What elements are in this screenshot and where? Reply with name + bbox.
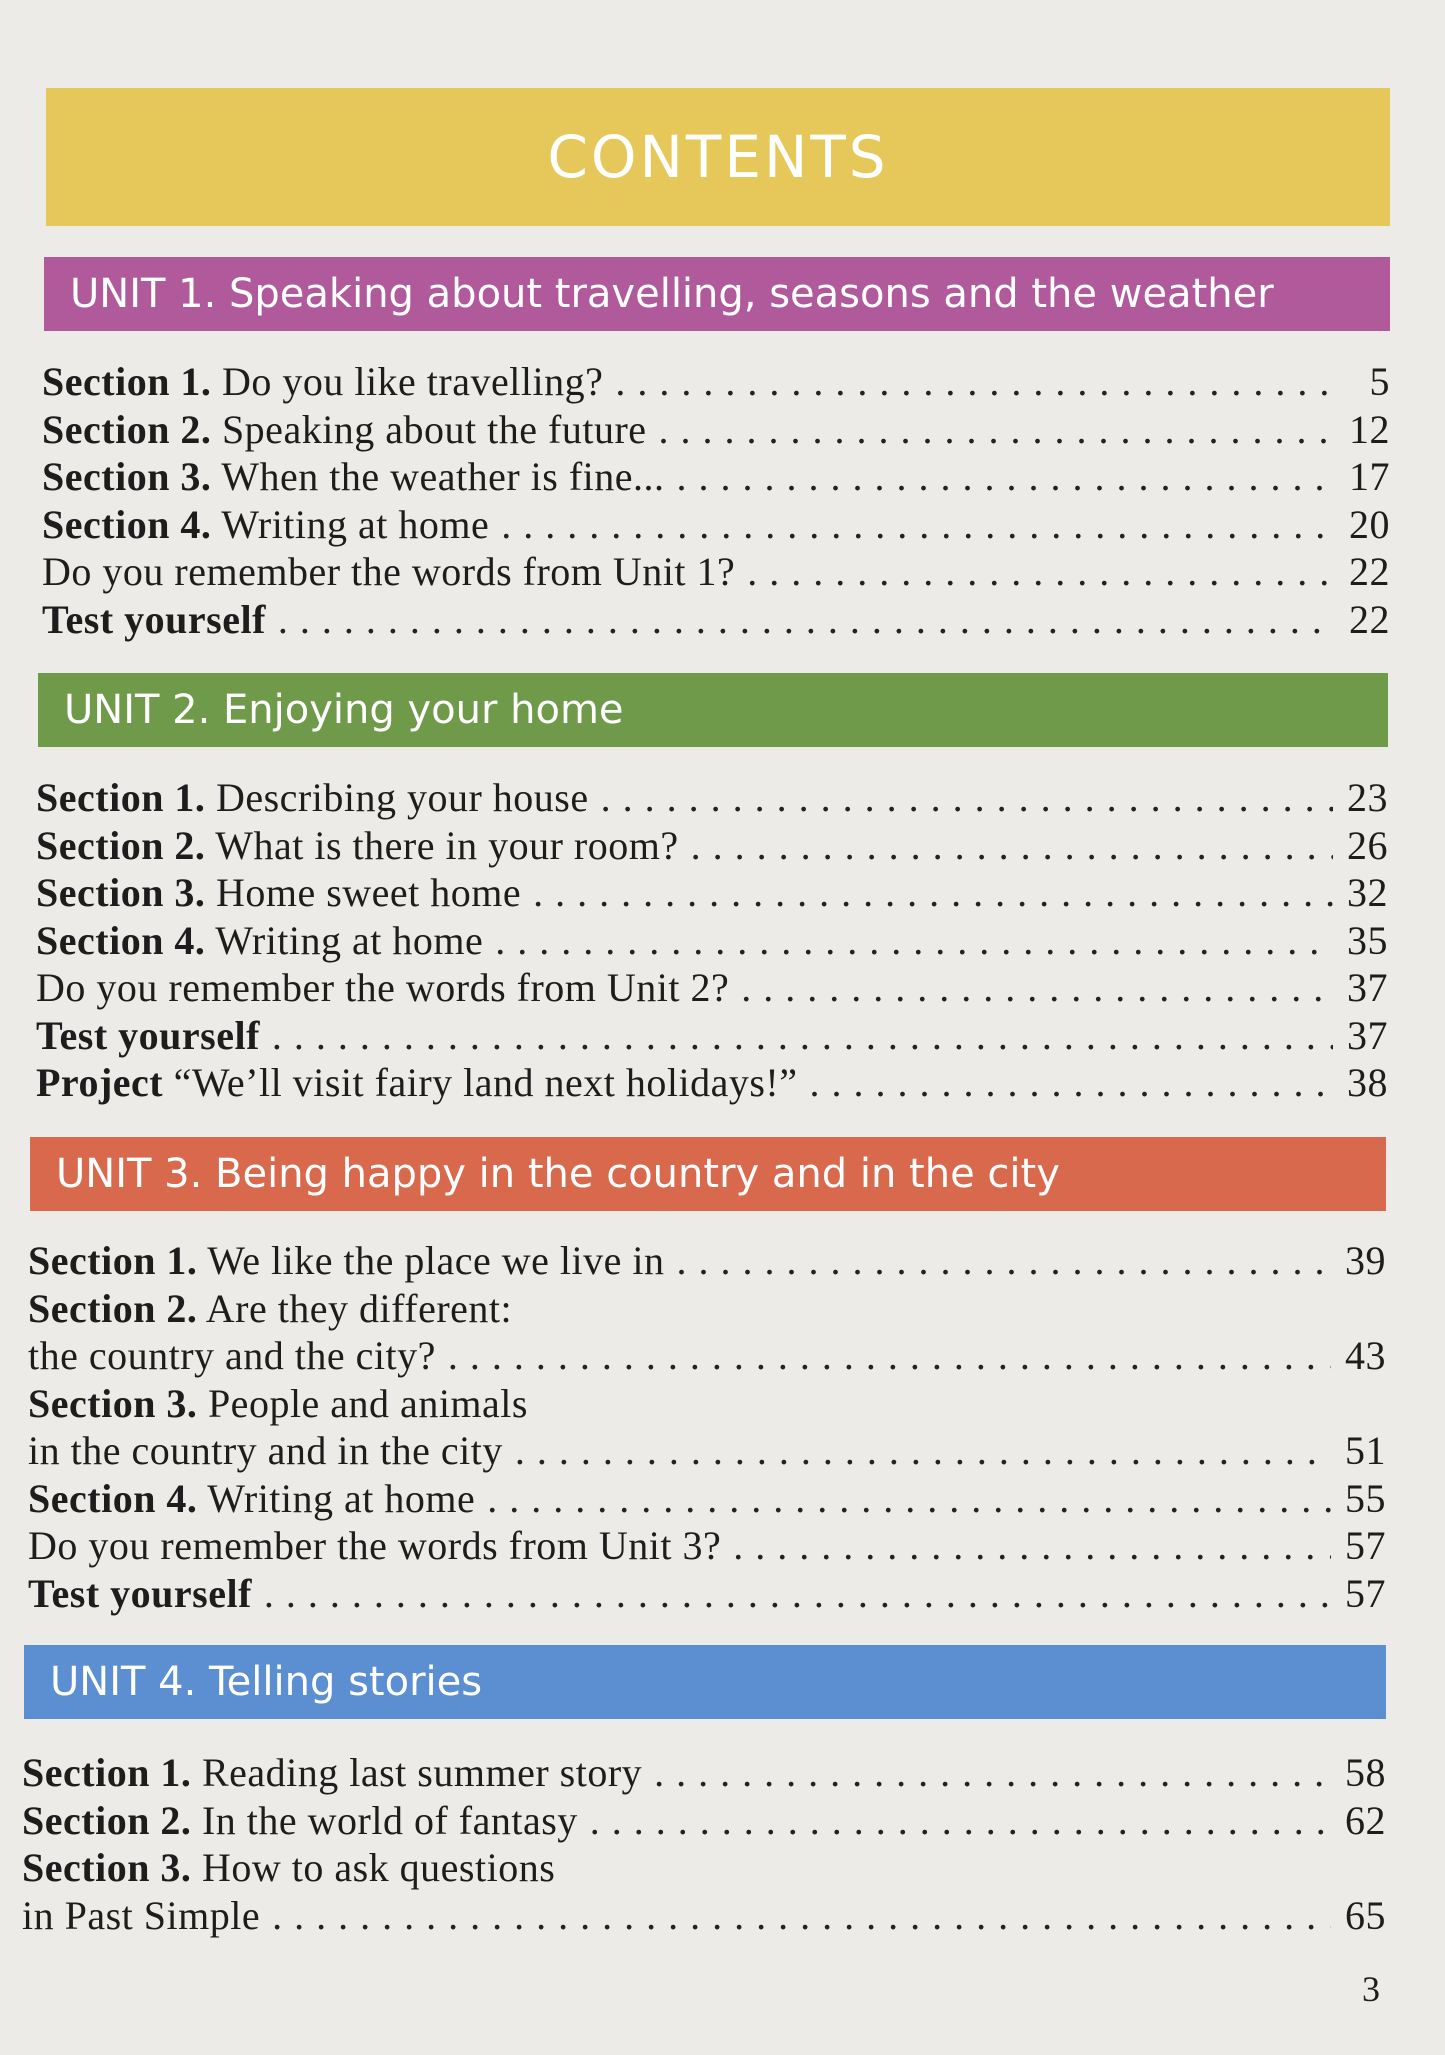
entry-label-bold: Section 3. xyxy=(28,1380,198,1426)
entry-label: We like the place we live in xyxy=(197,1238,665,1283)
unit-2-entries xyxy=(36,774,1388,1107)
leader-dots xyxy=(487,1475,1331,1523)
entry-label: Are they different: xyxy=(197,1285,513,1331)
leader-dots xyxy=(264,1570,1331,1618)
toc-entry xyxy=(28,1522,1386,1570)
leader-dots xyxy=(810,1059,1334,1107)
entry-label: “We’ll visit fairy land next holidays!” xyxy=(163,1060,798,1105)
toc-entry xyxy=(22,1749,1386,1797)
leader-dots xyxy=(272,1892,1331,1940)
toc-entry xyxy=(36,1059,1388,1107)
entry-label: Do you like travelling? xyxy=(211,359,604,404)
toc-entry xyxy=(42,596,1390,644)
entry-label-bold: Section 4. xyxy=(42,501,212,547)
entry-label: Do you remember the words from Unit 2? xyxy=(36,965,730,1010)
entry-label: Writing at home xyxy=(197,1475,476,1521)
toc-entry xyxy=(36,1012,1388,1060)
unit-1-entries xyxy=(42,358,1390,643)
leader-dots xyxy=(615,358,1336,406)
unit-2-banner xyxy=(38,673,1388,747)
entry-label: Writing at home xyxy=(205,917,484,963)
entry-label: People and animals xyxy=(197,1380,528,1426)
toc-entry xyxy=(42,548,1390,596)
entry-label-bold: Section 2. xyxy=(42,406,212,452)
entry-label-bold: Section 4. xyxy=(28,1475,198,1521)
leader-dots xyxy=(654,1749,1331,1797)
entry-label-bold: Section 2. xyxy=(28,1285,198,1331)
entry-page: 22 xyxy=(1349,549,1390,594)
entry-page: 20 xyxy=(1349,501,1390,547)
unit-1-title: UNIT 1. Speaking about travelling, seasons and the weather xyxy=(70,271,1274,317)
toc-entry xyxy=(36,964,1388,1012)
entry-label: Do you remember the words from Unit 1? xyxy=(42,549,736,594)
entry-label: In the world of fantasy xyxy=(191,1797,578,1843)
toc-entry xyxy=(42,453,1390,501)
entry-label: When the weather is fine... xyxy=(211,454,665,499)
entry-page: 38 xyxy=(1347,1060,1388,1105)
entry-page: 17 xyxy=(1349,454,1390,499)
entry-page: 58 xyxy=(1345,1750,1386,1795)
entry-page: 57 xyxy=(1345,1570,1386,1616)
entry-label-bold: Section 3. xyxy=(42,454,212,499)
entry-page: 65 xyxy=(1345,1892,1386,1938)
entry-label-bold: Section 2. xyxy=(22,1797,192,1843)
leader-dots xyxy=(515,1427,1331,1475)
toc-entry xyxy=(22,1797,1386,1845)
toc-entry xyxy=(36,822,1388,870)
unit-3-title: UNIT 3. Being happy in the country and in the city xyxy=(56,1151,1060,1197)
entry-label: Reading last summer story xyxy=(191,1750,643,1795)
toc-entry xyxy=(22,1892,1386,1940)
toc-entry xyxy=(28,1475,1386,1523)
entry-continuation: the country and the city? xyxy=(28,1333,436,1378)
leader-dots xyxy=(601,774,1333,822)
entry-label-bold: Project xyxy=(36,1060,164,1105)
entry-label: What is there in your room? xyxy=(205,822,679,868)
unit-1-banner xyxy=(44,257,1390,331)
unit-3-entries xyxy=(28,1237,1386,1617)
entry-page: 35 xyxy=(1347,917,1388,963)
entry-label-bold: Section 1. xyxy=(36,775,206,820)
entry-continuation: in Past Simple xyxy=(22,1892,261,1938)
entry-label-bold: Section 4. xyxy=(36,917,206,963)
leader-dots xyxy=(448,1332,1331,1380)
entry-label-bold: Section 2. xyxy=(36,822,206,868)
toc-entry xyxy=(28,1570,1386,1618)
unit-3-banner xyxy=(30,1137,1386,1211)
toc-entry xyxy=(36,774,1388,822)
page-number: 3 xyxy=(1362,1969,1380,2009)
entry-label: Speaking about the future xyxy=(211,406,647,452)
entry-page: 39 xyxy=(1345,1238,1386,1283)
entry-label: How to ask questions xyxy=(191,1845,556,1890)
toc-entry xyxy=(28,1237,1386,1285)
entry-page: 37 xyxy=(1347,965,1388,1010)
entry-label-bold: Section 1. xyxy=(28,1238,198,1283)
entry-page: 37 xyxy=(1347,1012,1388,1058)
toc-entry xyxy=(36,869,1388,917)
leader-dots xyxy=(590,1797,1331,1845)
entry-label: Do you remember the words from Unit 3? xyxy=(28,1523,722,1568)
toc-entry xyxy=(28,1427,1386,1475)
toc-entry-first-line xyxy=(22,1844,1386,1892)
entry-page: 57 xyxy=(1345,1523,1386,1568)
contents-title-banner xyxy=(46,88,1390,226)
entry-label-bold: Test yourself xyxy=(28,1570,252,1616)
unit-4-title: UNIT 4. Telling stories xyxy=(50,1659,483,1705)
entry-continuation: in the country and in the city xyxy=(28,1428,503,1473)
toc-entry xyxy=(36,917,1388,965)
toc-entry-first-line xyxy=(28,1285,1386,1333)
leader-dots xyxy=(495,917,1333,965)
entry-label-bold: Test yourself xyxy=(36,1012,260,1058)
entry-page: 5 xyxy=(1369,359,1390,404)
entry-page: 26 xyxy=(1347,822,1388,868)
leader-dots xyxy=(676,1237,1331,1285)
toc-entry xyxy=(42,358,1390,406)
entry-label-bold: Test yourself xyxy=(42,596,266,642)
entry-page: 32 xyxy=(1347,870,1388,915)
toc-entry xyxy=(28,1332,1386,1380)
entry-page: 55 xyxy=(1345,1475,1386,1521)
entry-page: 12 xyxy=(1349,406,1390,452)
leader-dots xyxy=(659,406,1335,454)
leader-dots xyxy=(533,869,1333,917)
toc-entry xyxy=(42,501,1390,549)
unit-4-entries xyxy=(22,1749,1386,1939)
entry-page: 51 xyxy=(1345,1428,1386,1473)
entry-label: Writing at home xyxy=(211,501,490,547)
leader-dots xyxy=(733,1522,1331,1570)
entry-label-bold: Section 3. xyxy=(22,1845,192,1890)
leader-dots xyxy=(747,548,1335,596)
contents-title: CONTENTS xyxy=(547,123,889,191)
entry-label-bold: Section 1. xyxy=(42,359,212,404)
entry-page: 22 xyxy=(1349,596,1390,642)
entry-page: 62 xyxy=(1345,1797,1386,1843)
unit-2-title: UNIT 2. Enjoying your home xyxy=(64,687,624,733)
leader-dots xyxy=(278,596,1335,644)
leader-dots xyxy=(272,1012,1333,1060)
leader-dots xyxy=(677,453,1335,501)
leader-dots xyxy=(501,501,1335,549)
toc-entry-first-line xyxy=(28,1380,1386,1428)
entry-page: 23 xyxy=(1347,775,1388,820)
entry-label: Home sweet home xyxy=(205,870,522,915)
entry-label-bold: Section 1. xyxy=(22,1750,192,1795)
entry-page: 43 xyxy=(1345,1333,1386,1378)
leader-dots xyxy=(691,822,1333,870)
leader-dots xyxy=(741,964,1333,1012)
toc-entry xyxy=(42,406,1390,454)
entry-label-bold: Section 3. xyxy=(36,870,206,915)
entry-label: Describing your house xyxy=(205,775,589,820)
unit-4-banner xyxy=(24,1645,1386,1719)
